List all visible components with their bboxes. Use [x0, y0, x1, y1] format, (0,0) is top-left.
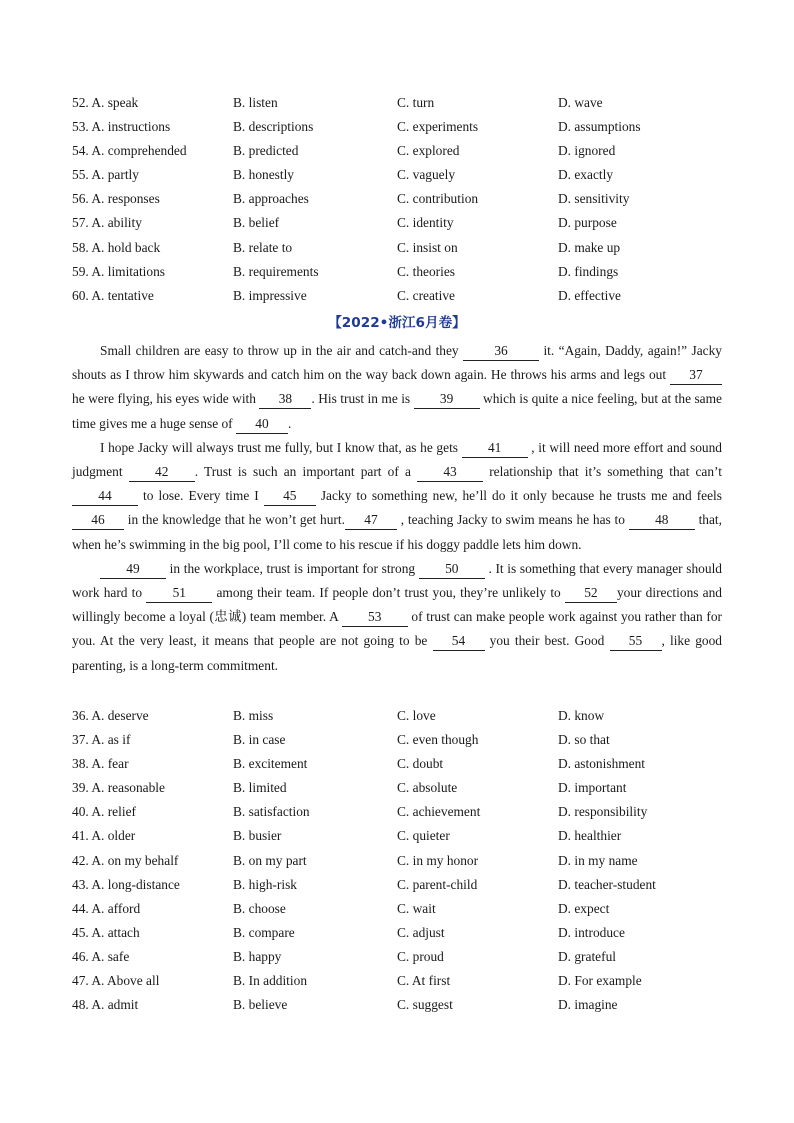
blank-48: 48 — [629, 511, 695, 530]
passage-text: I hope Jacky will always trust me fully, but I know that, as he gets — [100, 439, 462, 455]
option-text: D. grateful — [558, 948, 617, 964]
option-text: B. excitement — [233, 756, 308, 772]
option-text: C. absolute — [397, 780, 458, 796]
option-text: C. achievement — [397, 804, 481, 820]
option-a — [72, 969, 159, 993]
blank-55: 55 — [610, 632, 662, 651]
blank-44: 44 — [72, 487, 138, 506]
question-number: 54. — [72, 143, 89, 159]
blank-36: 36 — [463, 342, 539, 361]
option-text: A. long-distance — [91, 876, 180, 892]
option-c — [397, 236, 458, 260]
option-text: B. compare — [233, 924, 295, 940]
blank-39: 39 — [414, 390, 480, 409]
option-b — [233, 824, 281, 848]
passage-text: , teaching Jacky to swim means he has to — [396, 512, 629, 528]
question-number: 42. — [72, 852, 89, 868]
option-a — [72, 873, 180, 897]
option-text: A. Above all — [91, 973, 160, 989]
option-row — [72, 824, 732, 848]
answer-options-36-48 — [72, 704, 732, 1017]
option-text: D. ignored — [558, 143, 616, 159]
answer-options-52-60 — [72, 91, 732, 308]
option-b — [233, 993, 287, 1017]
question-number: 39. — [72, 780, 89, 796]
option-c — [397, 993, 453, 1017]
passage-paragraph-1 — [72, 339, 722, 436]
option-a — [72, 115, 170, 139]
question-number: 58. — [72, 239, 89, 255]
option-d — [558, 163, 613, 187]
option-b — [233, 969, 307, 993]
option-a — [72, 187, 160, 211]
passage-text: among their team. If people don’t trust you, they’re unlikely to — [212, 585, 565, 601]
option-a — [72, 800, 136, 824]
option-text: D. responsibility — [558, 804, 648, 820]
question-number: 52. — [72, 95, 89, 110]
option-text: A. as if — [91, 732, 131, 748]
option-text: B. believe — [233, 997, 288, 1013]
option-text: B. In addition — [233, 973, 308, 989]
option-text: A. afford — [91, 900, 141, 916]
option-a — [72, 728, 130, 752]
option-c — [397, 187, 478, 211]
passage-text: . Trust is such an important part of a — [194, 464, 418, 480]
option-text: B. descriptions — [233, 119, 314, 135]
option-text: C. vaguely — [397, 167, 456, 183]
blank-41: 41 — [462, 439, 528, 458]
question-number: 57. — [72, 215, 89, 231]
option-b — [233, 211, 279, 235]
question-number: 53. — [72, 119, 89, 135]
option-text: C. turn — [397, 95, 435, 110]
option-text: D. so that — [558, 732, 610, 748]
blank-51: 51 — [146, 584, 212, 603]
option-row — [72, 849, 732, 873]
passage-text: of trust can make people work against you rather than for you. At the very least, it means that people are not going to be — [72, 609, 722, 649]
option-b — [233, 139, 298, 163]
option-text: C. even though — [397, 732, 479, 748]
option-row — [72, 91, 732, 115]
option-row — [72, 163, 732, 187]
option-b — [233, 163, 294, 187]
option-b — [233, 897, 286, 921]
option-c — [397, 897, 436, 921]
option-text: D. introduce — [558, 924, 625, 940]
passage-paragraph-3 — [72, 557, 722, 678]
option-text: B. impressive — [233, 287, 307, 303]
passage-paragraph-2 — [72, 436, 722, 557]
option-text: D. teacher-student — [558, 876, 656, 892]
passage-text: , it will need more effort and sound judgment — [72, 439, 722, 480]
option-d — [558, 728, 610, 752]
option-text: B. happy — [233, 948, 282, 964]
option-text: C. parent-child — [397, 876, 478, 892]
option-text: C. contribution — [397, 191, 479, 207]
option-text: D. For example — [558, 973, 642, 989]
option-text: C. proud — [397, 948, 444, 964]
passage-text: Jacky to something new, he’ll do it only because he trusts me and feels — [315, 488, 722, 504]
option-row — [72, 800, 732, 824]
option-text: C. wait — [397, 900, 436, 916]
option-c — [397, 969, 450, 993]
option-c — [397, 704, 436, 728]
passage-text: , like good parenting, is a long-term commitment. — [72, 633, 722, 673]
option-text: D. effective — [558, 287, 621, 303]
option-text: C. At first — [397, 973, 451, 989]
blank-42: 42 — [129, 463, 195, 482]
option-text: A. partly — [91, 167, 139, 183]
option-row — [72, 115, 732, 139]
option-a — [72, 163, 139, 187]
option-text: B. busier — [233, 828, 282, 844]
cloze-passage — [72, 339, 722, 678]
option-d — [558, 236, 620, 260]
option-c — [397, 284, 455, 308]
option-text: C. identity — [397, 215, 454, 231]
option-text: B. predicted — [233, 143, 299, 159]
option-row — [72, 260, 732, 284]
option-d — [558, 284, 621, 308]
option-c — [397, 873, 477, 897]
option-text: C. explored — [397, 143, 460, 159]
option-text: C. quieter — [397, 828, 450, 844]
passage-text: Small children are easy to throw up in the air and catch-and they — [100, 343, 464, 358]
blank-50: 50 — [419, 560, 485, 579]
blank-37: 37 — [670, 366, 722, 385]
option-c — [397, 921, 445, 945]
passage-text: in the workplace, trust is important for strong — [166, 560, 419, 576]
question-number: 47. — [72, 973, 89, 989]
option-a — [72, 824, 135, 848]
blank-46: 46 — [72, 511, 124, 530]
question-number: 45. — [72, 924, 89, 940]
option-b — [233, 921, 295, 945]
option-c — [397, 800, 480, 824]
option-text: D. purpose — [558, 215, 617, 231]
option-text: B. on my part — [233, 852, 307, 868]
option-d — [558, 849, 638, 873]
passage-text: it. “Again, Daddy, again!” Jacky shouts as I throw him skywards and catch him on the way back down again. He throws his arms and legs out — [72, 343, 722, 383]
option-d — [558, 921, 625, 945]
option-row — [72, 776, 732, 800]
option-d — [558, 704, 604, 728]
option-text: C. adjust — [397, 924, 445, 940]
option-d — [558, 139, 615, 163]
option-c — [397, 752, 443, 776]
question-number: 55. — [72, 167, 89, 183]
option-c — [397, 115, 478, 139]
option-a — [72, 284, 154, 308]
option-row — [72, 897, 732, 921]
blank-45: 45 — [264, 487, 316, 506]
option-text: D. expect — [558, 900, 610, 916]
blank-47: 47 — [345, 511, 397, 530]
option-text: A. attach — [91, 924, 140, 940]
option-row — [72, 728, 732, 752]
option-text: B. high-risk — [233, 876, 297, 892]
option-row — [72, 211, 732, 235]
option-b — [233, 776, 287, 800]
option-text: D. important — [558, 780, 627, 796]
option-row — [72, 236, 732, 260]
passage-text: which is quite a nice feeling, but at the same time gives me a huge sense of — [72, 391, 722, 431]
blank-43: 43 — [417, 463, 483, 482]
option-text: A. speak — [91, 95, 139, 110]
option-d — [558, 945, 616, 969]
option-text: B. limited — [233, 780, 287, 796]
question-number: 36. — [72, 708, 89, 723]
option-b — [233, 115, 313, 139]
option-a — [72, 91, 138, 115]
option-a — [72, 897, 140, 921]
question-number: 56. — [72, 191, 89, 207]
question-number: 37. — [72, 732, 89, 748]
option-text: A. relief — [91, 804, 136, 820]
option-text: A. fear — [91, 756, 129, 772]
option-text: A. tentative — [91, 287, 154, 303]
option-c — [397, 824, 450, 848]
option-a — [72, 704, 149, 728]
option-text: D. wave — [558, 95, 603, 110]
option-a — [72, 260, 165, 284]
passage-text: he were flying, his eyes wide with — [72, 391, 260, 407]
option-text: D. sensitivity — [558, 191, 630, 207]
option-row — [72, 945, 732, 969]
option-text: C. insist on — [397, 239, 458, 255]
option-b — [233, 752, 307, 776]
option-d — [558, 187, 629, 211]
passage-text: . — [288, 415, 292, 431]
option-d — [558, 211, 617, 235]
option-text: B. listen — [233, 95, 278, 110]
passage-text: relationship that it’s something that can’t — [483, 464, 722, 480]
option-row — [72, 139, 732, 163]
option-b — [233, 236, 292, 260]
question-number: 59. — [72, 263, 89, 279]
option-row — [72, 993, 732, 1017]
option-text: C. creative — [397, 287, 455, 303]
question-number: 46. — [72, 948, 89, 964]
option-text: C. in my honor — [397, 852, 479, 868]
option-c — [397, 945, 444, 969]
option-text: A. comprehended — [91, 143, 187, 159]
option-row — [72, 969, 732, 993]
option-b — [233, 91, 278, 115]
option-row — [72, 921, 732, 945]
question-number: 41. — [72, 828, 89, 844]
question-number: 48. — [72, 997, 89, 1013]
option-text: A. hold back — [91, 239, 161, 255]
option-text: C. suggest — [397, 997, 453, 1013]
option-d — [558, 969, 642, 993]
option-b — [233, 945, 281, 969]
option-a — [72, 752, 129, 776]
option-text: C. doubt — [397, 756, 444, 772]
option-text: D. make up — [558, 239, 621, 255]
option-text: A. limitations — [91, 263, 166, 279]
option-text: C. theories — [397, 263, 456, 279]
option-a — [72, 776, 165, 800]
option-text: B. miss — [233, 708, 274, 723]
option-text: D. know — [558, 708, 605, 723]
option-text: D. astonishment — [558, 756, 646, 772]
option-a — [72, 993, 138, 1017]
passage-text: . It is something that every manager should work hard to — [72, 560, 722, 601]
option-text: A. responses — [91, 191, 160, 207]
question-number: 38. — [72, 756, 89, 772]
option-d — [558, 800, 647, 824]
option-c — [397, 260, 455, 284]
option-c — [397, 91, 434, 115]
option-b — [233, 800, 310, 824]
question-number: 43. — [72, 876, 89, 892]
option-b — [233, 728, 285, 752]
option-c — [397, 728, 478, 752]
option-text: A. on my behalf — [91, 852, 179, 868]
question-number: 60. — [72, 287, 89, 303]
blank-52: 52 — [565, 584, 617, 603]
option-d — [558, 91, 603, 115]
blank-53: 53 — [342, 608, 408, 627]
option-b — [233, 704, 273, 728]
blank-38: 38 — [259, 390, 311, 409]
passage-text: that, when he’s swimming in the big pool, I’ll come to his rescue if his doggy paddle lets him down. — [72, 512, 722, 552]
passage-text: in the knowledge that he won’t get hurt. — [124, 512, 345, 528]
option-text: B. satisfaction — [233, 804, 310, 820]
option-d — [558, 260, 618, 284]
blank-49: 49 — [100, 560, 166, 579]
option-d — [558, 824, 621, 848]
option-text: D. imagine — [558, 997, 618, 1013]
option-text: A. safe — [91, 948, 130, 964]
option-text: A. reasonable — [91, 780, 165, 796]
option-text: D. healthier — [558, 828, 622, 844]
option-b — [233, 873, 297, 897]
option-text: D. exactly — [558, 167, 614, 183]
option-text: D. assumptions — [558, 119, 641, 135]
option-b — [233, 284, 307, 308]
option-a — [72, 921, 140, 945]
question-number: 44. — [72, 900, 89, 916]
option-c — [397, 776, 457, 800]
option-text: D. in my name — [558, 852, 638, 868]
option-d — [558, 993, 618, 1017]
option-b — [233, 260, 319, 284]
option-c — [397, 163, 455, 187]
option-d — [558, 897, 609, 921]
option-a — [72, 236, 160, 260]
option-row — [72, 187, 732, 211]
option-d — [558, 873, 656, 897]
blank-40: 40 — [236, 415, 288, 434]
option-a — [72, 139, 187, 163]
option-text: B. belief — [233, 215, 280, 231]
option-text: B. relate to — [233, 239, 293, 255]
option-row — [72, 284, 732, 308]
blank-54: 54 — [433, 632, 485, 651]
passage-text: to lose. Every time I — [138, 488, 264, 504]
option-text: A. instructions — [91, 119, 171, 135]
option-a — [72, 945, 129, 969]
option-text: B. choose — [233, 900, 286, 916]
option-text: C. love — [397, 708, 436, 723]
option-row — [72, 752, 732, 776]
option-c — [397, 849, 478, 873]
passage-text: your directions and willingly become a loyal (忠诚) team member. A — [72, 585, 722, 625]
option-d — [558, 752, 645, 776]
option-text: B. in case — [233, 732, 286, 748]
option-text: C. experiments — [397, 119, 479, 135]
option-d — [558, 776, 626, 800]
passage-text: you their best. Good — [484, 633, 610, 649]
section-title: 【2022•浙江6月卷】 — [328, 315, 466, 331]
option-text: D. findings — [558, 263, 619, 279]
option-row — [72, 704, 732, 728]
option-text: B. requirements — [233, 263, 319, 279]
question-number: 40. — [72, 804, 89, 820]
option-d — [558, 115, 641, 139]
option-a — [72, 849, 178, 873]
option-a — [72, 211, 142, 235]
option-text: A. ability — [91, 215, 142, 231]
option-row — [72, 873, 732, 897]
option-text: A. older — [91, 828, 136, 844]
option-b — [233, 187, 309, 211]
passage-text: . His trust in me is — [311, 391, 414, 407]
option-c — [397, 211, 454, 235]
option-text: A. deserve — [91, 708, 149, 723]
option-c — [397, 139, 459, 163]
option-text: A. admit — [91, 997, 139, 1013]
option-text: B. approaches — [233, 191, 309, 207]
option-b — [233, 849, 307, 873]
option-text: B. honestly — [233, 167, 295, 183]
